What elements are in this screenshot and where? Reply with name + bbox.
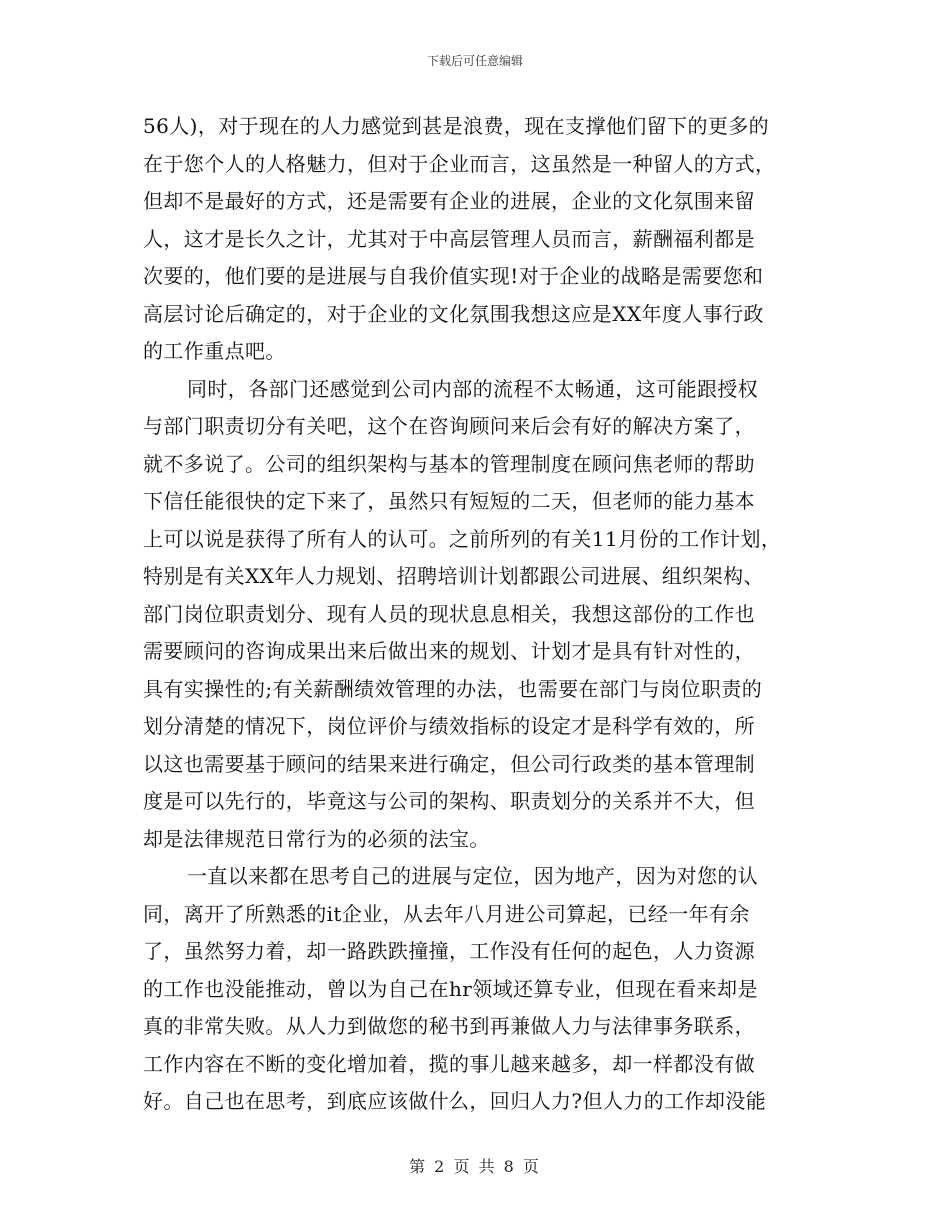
text-line: 人，这才是长久之计，尤其对于中高层管理人员而言，薪酬福利都是 — [143, 226, 755, 251]
text-line: 就不多说了。公司的组织架构与基本的管理制度在顾问焦老师的帮助 — [143, 451, 755, 476]
text-line: 特别是有关XX年人力规划、招聘培训计划都跟公司进展、组织架构、 — [143, 564, 764, 588]
text-line: 了，虽然努力着，却一路跌跌撞撞，工作没有任何的起色，人力资源 — [143, 939, 755, 963]
text-line: 在于您个人的人格魅力，但对于企业而言，这虽然是一种留人的方式， — [143, 151, 776, 176]
text-line: 具有实操性的;有关薪酬绩效管理的办法，也需要在部门与岗位职责的 — [143, 676, 763, 701]
text-line: 下信任能很快的定下来了，虽然只有短短的二天，但老师的能力基本 — [143, 489, 755, 513]
text-line: 但却不是最好的方式，还是需要有企业的进展，企业的文化氛围来留 — [143, 189, 755, 213]
page-header: 下载后可任意编辑 — [426, 54, 523, 68]
paragraph-start-line: 一直以来都在思考自己的进展与定位，因为地产，因为对您的认 — [187, 864, 759, 888]
text-line: 需要顾问的咨询成果出来后做出来的规划、计划才是具有针对性的， — [143, 639, 755, 663]
text-line: 上可以说是获得了所有人的认可。之前所列的有关11月份的工作计划， — [143, 526, 782, 551]
text-line: 56人)，对于现在的人力感觉到甚是浪费，现在支撑他们留下的更多的 — [143, 114, 770, 138]
text-line: 次要的，他们要的是进展与自我价值实现!对于企业的战略是需要您和 — [143, 264, 764, 288]
text-line: 划分清楚的情况下，岗位评价与绩效指标的设定才是科学有效的，所 — [143, 714, 755, 738]
text-line: 以这也需要基于顾问的结果来进行确定，但公司行政类的基本管理制 — [143, 751, 755, 776]
text-line: 的工作重点吧。 — [143, 339, 286, 363]
page-number-footer: 第 2 页 共 8 页 — [409, 1157, 541, 1176]
text-line: 好。自己也在思考，到底应该做什么，回归人力?但人力的工作却没能 — [143, 1089, 767, 1113]
text-line: 工作内容在不断的变化增加着，揽的事儿越来越多，却一样都没有做 — [143, 1051, 755, 1076]
text-line: 高层讨论后确定的，对于企业的文化氛围我想这应是XX年度人事行政 — [143, 301, 764, 326]
text-line: 同，离开了所熟悉的it企业，从去年八月进公司算起，已经一年有余 — [143, 901, 750, 926]
text-line: 的工作也没能推动，曾以为自己在hr领域还算专业，但现在看来却是 — [143, 976, 758, 1001]
text-line: 与部门职责切分有关吧，这个在咨询顾问来后会有好的解决方案了， — [143, 414, 755, 438]
document-body — [143, 108, 823, 1121]
text-line: 却是法律规范日常行为的必须的法宝。 — [143, 826, 490, 851]
paragraph-start-line: 同时，各部门还感觉到公司内部的流程不太畅通，这可能跟授权 — [187, 376, 759, 401]
text-line: 部门岗位职责划分、现有人员的现状息息相关，我想这部份的工作也 — [143, 601, 755, 626]
text-line: 度是可以先行的，毕竟这与公司的架构、职责划分的关系并不大，但 — [143, 789, 755, 813]
text-line: 真的非常失败。从人力到做您的秘书到再兼做人力与法律事务联系， — [143, 1014, 755, 1038]
